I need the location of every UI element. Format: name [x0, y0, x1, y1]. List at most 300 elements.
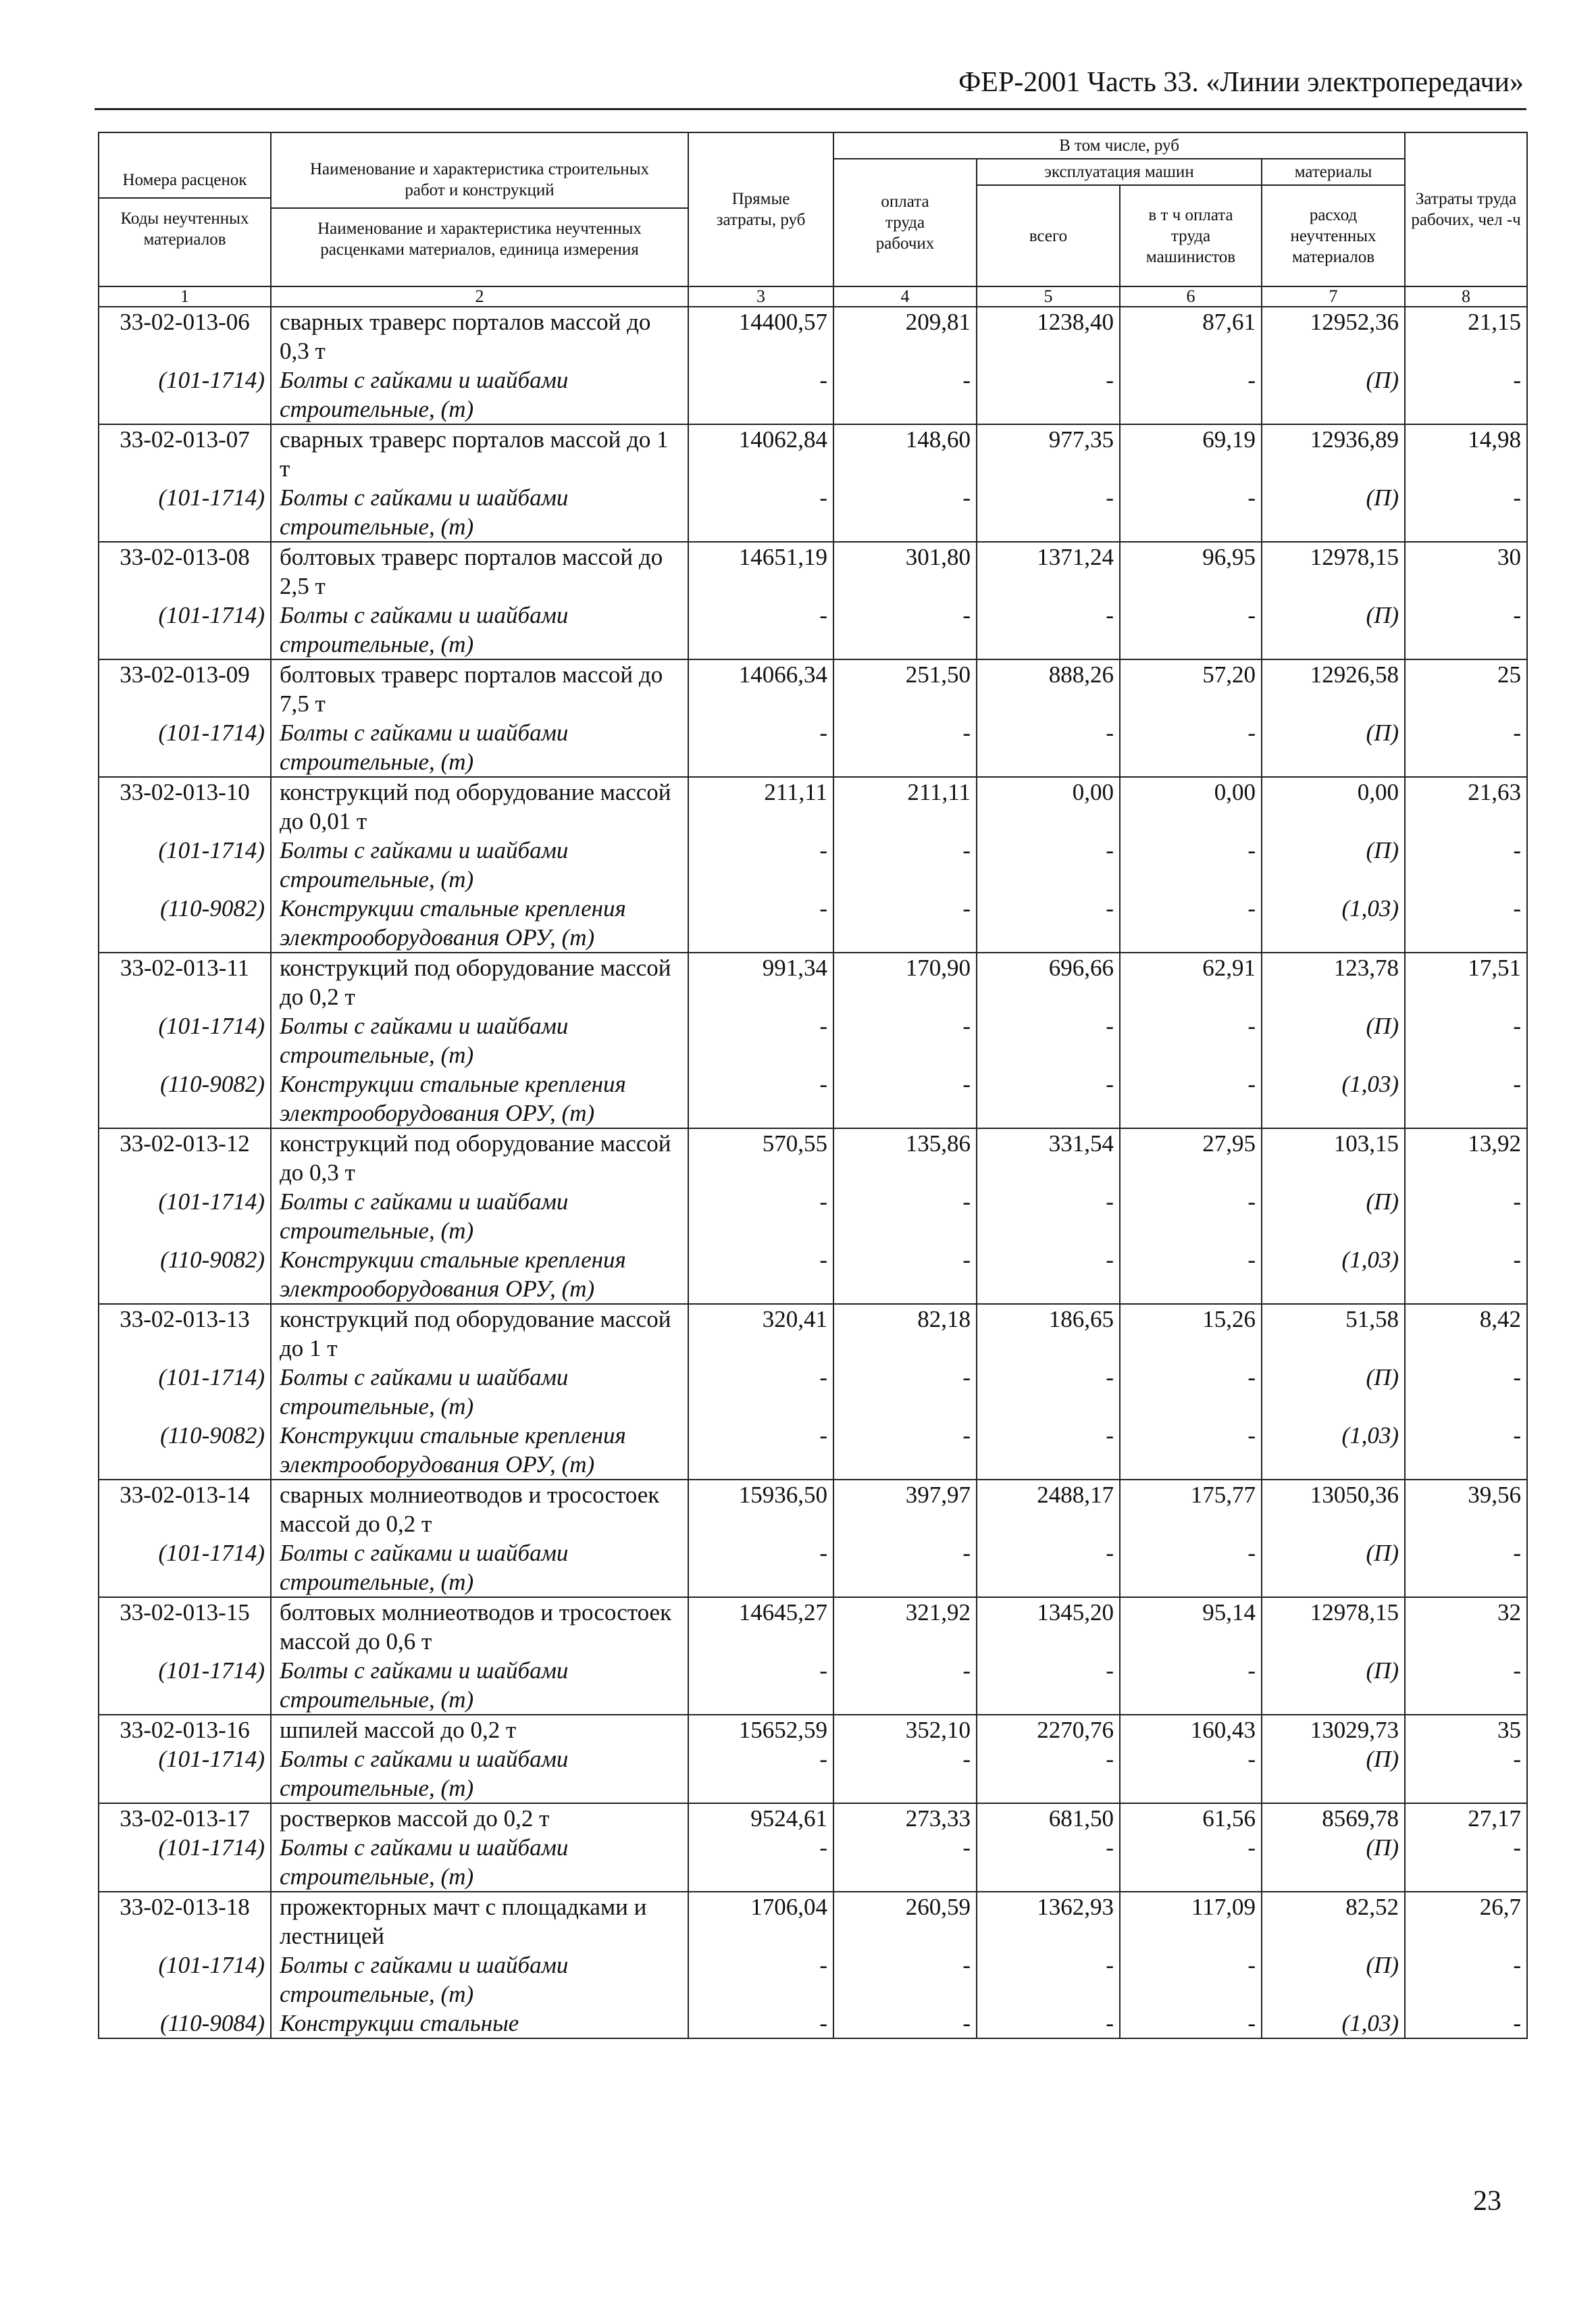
value-c3: 211,11 [688, 777, 833, 836]
table-row [99, 1304, 1527, 1363]
rate-code: 33-02-013-16 [99, 1715, 271, 1744]
table-row [99, 1715, 1527, 1744]
material-c7: (П) [1262, 1363, 1405, 1421]
material-c6: - [1120, 1538, 1262, 1597]
material-c7: (П) [1262, 483, 1405, 542]
page-header [95, 66, 1526, 110]
material-code: (101-1714) [99, 1833, 271, 1892]
material-c3: - [688, 601, 833, 659]
value-c3: 14651,19 [688, 542, 833, 601]
table-row [99, 1803, 1527, 1833]
table-row [99, 424, 1527, 483]
material-c5: - [977, 1070, 1120, 1128]
rate-code: 33-02-013-14 [99, 1480, 271, 1538]
material-code: (101-1714) [99, 483, 271, 542]
column-numbers-row [99, 286, 1527, 307]
material-name: Болты с гайками и шайбами строительные, (т) [271, 601, 688, 659]
rate-code: 33-02-013-07 [99, 424, 271, 483]
value-c7: 13029,73 [1262, 1715, 1405, 1744]
material-row [99, 1744, 1527, 1803]
rate-code: 33-02-013-13 [99, 1304, 271, 1363]
value-c3: 14645,27 [688, 1597, 833, 1656]
value-c6: 175,77 [1120, 1480, 1262, 1538]
page-number: 23 [1473, 2186, 1501, 2217]
material-c5: - [977, 483, 1120, 542]
material-row [99, 1656, 1527, 1715]
rate-code: 33-02-013-06 [99, 307, 271, 366]
value-c5: 186,65 [977, 1304, 1120, 1363]
value-c3: 570,55 [688, 1128, 833, 1187]
column-number: 8 [1405, 286, 1527, 307]
material-c8: - [1405, 2009, 1527, 2038]
value-c5: 1238,40 [977, 307, 1120, 366]
material-c5: - [977, 1187, 1120, 1245]
table-body [99, 307, 1527, 2038]
material-c4: - [833, 1744, 977, 1803]
value-c7: 51,58 [1262, 1304, 1405, 1363]
head-col2-top: Наименование и характеристика строительных работ и конструкций [272, 159, 688, 209]
value-c5: 696,66 [977, 953, 1120, 1011]
material-c5: - [977, 601, 1120, 659]
material-c7: (П) [1262, 601, 1405, 659]
work-name: сварных траверс порталов массой до 1 т [271, 424, 688, 483]
value-c6: 27,95 [1120, 1128, 1262, 1187]
material-c8: - [1405, 366, 1527, 424]
head-col3: Прямые затраты, руб [688, 132, 833, 286]
value-c4: 352,10 [833, 1715, 977, 1744]
value-c6: 160,43 [1120, 1715, 1262, 1744]
head-col6: в т ч оплата труда машинистов [1120, 185, 1262, 286]
value-c5: 1371,24 [977, 542, 1120, 601]
material-c3: - [688, 836, 833, 894]
material-name: Конструкции стальные крепления электрооборудования ОРУ, (т) [271, 1070, 688, 1128]
value-c7: 12936,89 [1262, 424, 1405, 483]
material-c3: - [688, 1187, 833, 1245]
material-code: (101-1714) [99, 1187, 271, 1245]
material-row [99, 2009, 1527, 2038]
material-code: (110-9082) [99, 894, 271, 953]
material-c6: - [1120, 366, 1262, 424]
material-c8: - [1405, 1744, 1527, 1803]
value-c3: 14400,57 [688, 307, 833, 366]
material-code: (101-1714) [99, 1011, 271, 1070]
material-c4: - [833, 366, 977, 424]
value-c4: 321,92 [833, 1597, 977, 1656]
head-col1-top: Номера расценок [99, 170, 270, 199]
material-c5: - [977, 1011, 1120, 1070]
material-c3: - [688, 1538, 833, 1597]
material-c3: - [688, 2009, 833, 2038]
column-number: 5 [977, 286, 1120, 307]
value-c3: 15936,50 [688, 1480, 833, 1538]
table-row [99, 307, 1527, 366]
material-c4: - [833, 1187, 977, 1245]
material-c5: - [977, 1245, 1120, 1304]
material-c8: - [1405, 601, 1527, 659]
material-c8: - [1405, 1011, 1527, 1070]
work-name: шпилей массой до 0,2 т [271, 1715, 688, 1744]
value-c3: 991,34 [688, 953, 833, 1011]
material-row [99, 366, 1527, 424]
material-c8: - [1405, 1421, 1527, 1480]
material-code: (101-1714) [99, 1363, 271, 1421]
material-c3: - [688, 1011, 833, 1070]
material-c3: - [688, 1245, 833, 1304]
value-c7: 103,15 [1262, 1128, 1405, 1187]
material-row [99, 1421, 1527, 1480]
material-c8: - [1405, 1070, 1527, 1128]
material-c8: - [1405, 718, 1527, 777]
table-row [99, 659, 1527, 718]
material-name: Болты с гайками и шайбами строительные, (т) [271, 718, 688, 777]
value-c4: 273,33 [833, 1803, 977, 1833]
value-c6: 95,14 [1120, 1597, 1262, 1656]
material-row [99, 601, 1527, 659]
value-c7: 82,52 [1262, 1892, 1405, 1951]
value-c4: 301,80 [833, 542, 977, 601]
material-row [99, 1070, 1527, 1128]
material-c4: - [833, 894, 977, 953]
material-c6: - [1120, 601, 1262, 659]
material-c8: - [1405, 483, 1527, 542]
table-row [99, 777, 1527, 836]
value-c8: 21,15 [1405, 307, 1527, 366]
value-c7: 0,00 [1262, 777, 1405, 836]
material-c4: - [833, 1011, 977, 1070]
work-name: конструкций под оборудование массой до 0,01 т [271, 777, 688, 836]
head-col4: оплата труда рабочих [833, 159, 977, 286]
material-c4: - [833, 2009, 977, 2038]
value-c8: 39,56 [1405, 1480, 1527, 1538]
value-c5: 0,00 [977, 777, 1120, 836]
value-c4: 170,90 [833, 953, 977, 1011]
material-c5: - [977, 1744, 1120, 1803]
material-c3: - [688, 1951, 833, 2009]
material-c4: - [833, 1951, 977, 2009]
material-c8: - [1405, 1951, 1527, 2009]
material-c8: - [1405, 1538, 1527, 1597]
value-c4: 260,59 [833, 1892, 977, 1951]
value-c3: 15652,59 [688, 1715, 833, 1744]
value-c3: 14066,34 [688, 659, 833, 718]
head-mach: эксплуатация машин [977, 159, 1262, 185]
material-c3: - [688, 1070, 833, 1128]
material-c4: - [833, 1421, 977, 1480]
material-name: Болты с гайками и шайбами строительные, (т) [271, 483, 688, 542]
value-c4: 397,97 [833, 1480, 977, 1538]
value-c4: 135,86 [833, 1128, 977, 1187]
work-name: болтовых траверс порталов массой до 7,5 т [271, 659, 688, 718]
material-c4: - [833, 1245, 977, 1304]
work-name: болтовых молниеотводов и тросостоек массой до 0,6 т [271, 1597, 688, 1656]
work-name: конструкций под оборудование массой до 1 т [271, 1304, 688, 1363]
value-c6: 57,20 [1120, 659, 1262, 718]
material-c6: - [1120, 1070, 1262, 1128]
material-name: Болты с гайками и шайбами строительные, (т) [271, 1187, 688, 1245]
material-code: (101-1714) [99, 366, 271, 424]
value-c3: 320,41 [688, 1304, 833, 1363]
material-name: Болты с гайками и шайбами строительные, (т) [271, 1011, 688, 1070]
material-code: (101-1714) [99, 1951, 271, 2009]
material-name: Болты с гайками и шайбами строительные, (т) [271, 366, 688, 424]
material-c7: (1,03) [1262, 2009, 1405, 2038]
value-c3: 1706,04 [688, 1892, 833, 1951]
material-c4: - [833, 1538, 977, 1597]
material-c3: - [688, 894, 833, 953]
column-number: 4 [833, 286, 977, 307]
material-c4: - [833, 1363, 977, 1421]
material-c6: - [1120, 483, 1262, 542]
value-c4: 211,11 [833, 777, 977, 836]
material-code: (110-9084) [99, 2009, 271, 2038]
work-name: сварных молниеотводов и тросостоек массой до 0,2 т [271, 1480, 688, 1538]
value-c8: 17,51 [1405, 953, 1527, 1011]
material-c6: - [1120, 718, 1262, 777]
material-code: (110-9082) [99, 1421, 271, 1480]
material-c4: - [833, 1656, 977, 1715]
material-c5: - [977, 1421, 1120, 1480]
head-incl: В том числе, руб [833, 132, 1405, 159]
material-name: Конструкции стальные крепления электрооборудования ОРУ, (т) [271, 1421, 688, 1480]
material-c4: - [833, 601, 977, 659]
material-c7: (П) [1262, 836, 1405, 894]
material-c5: - [977, 366, 1120, 424]
material-c7: (1,03) [1262, 1421, 1405, 1480]
head-col7: расход неучтенных материалов [1262, 185, 1405, 286]
material-code: (110-9082) [99, 1245, 271, 1304]
material-row [99, 1187, 1527, 1245]
material-row [99, 483, 1527, 542]
head-mat: материалы [1262, 159, 1405, 185]
material-row [99, 836, 1527, 894]
material-c7: (П) [1262, 1951, 1405, 2009]
value-c6: 96,95 [1120, 542, 1262, 601]
value-c4: 148,60 [833, 424, 977, 483]
material-c5: - [977, 1363, 1120, 1421]
value-c5: 681,50 [977, 1803, 1120, 1833]
rates-table [98, 132, 1528, 2039]
rate-code: 33-02-013-08 [99, 542, 271, 601]
material-c4: - [833, 1833, 977, 1892]
page-title: ФЕР-2001 Часть 33. «Линии электропередачи» [958, 67, 1524, 98]
value-c6: 87,61 [1120, 307, 1262, 366]
table-row [99, 953, 1527, 1011]
material-c5: - [977, 836, 1120, 894]
column-number: 1 [99, 286, 271, 307]
value-c3: 14062,84 [688, 424, 833, 483]
material-code: (110-9082) [99, 1070, 271, 1128]
material-name: Болты с гайками и шайбами строительные, (т) [271, 1656, 688, 1715]
head-col2 [271, 132, 688, 286]
value-c8: 14,98 [1405, 424, 1527, 483]
material-c5: - [977, 1833, 1120, 1892]
material-c4: - [833, 1070, 977, 1128]
value-c8: 27,17 [1405, 1803, 1527, 1833]
work-name: сварных траверс порталов массой до 0,3 т [271, 307, 688, 366]
value-c5: 2488,17 [977, 1480, 1120, 1538]
value-c6: 15,26 [1120, 1304, 1262, 1363]
value-c3: 9524,61 [688, 1803, 833, 1833]
value-c6: 0,00 [1120, 777, 1262, 836]
material-row [99, 1951, 1527, 2009]
material-c7: (1,03) [1262, 1245, 1405, 1304]
material-c3: - [688, 366, 833, 424]
material-code: (101-1714) [99, 1744, 271, 1803]
table-row [99, 1892, 1527, 1951]
material-c7: (П) [1262, 718, 1405, 777]
material-c8: - [1405, 1833, 1527, 1892]
table-row [99, 1128, 1527, 1187]
material-c6: - [1120, 1744, 1262, 1803]
head-col2-bottom: Наименование и характеристика неучтенных расценками материалов, единица измерения [317, 220, 642, 259]
material-c6: - [1120, 1363, 1262, 1421]
material-name: Конструкции стальные крепления электрооборудования ОРУ, (т) [271, 1245, 688, 1304]
material-c7: (П) [1262, 1744, 1405, 1803]
value-c4: 209,81 [833, 307, 977, 366]
value-c4: 82,18 [833, 1304, 977, 1363]
material-c3: - [688, 1833, 833, 1892]
material-c3: - [688, 483, 833, 542]
material-name: Болты с гайками и шайбами строительные, (т) [271, 1744, 688, 1803]
material-c5: - [977, 718, 1120, 777]
work-name: болтовых траверс порталов массой до 2,5 т [271, 542, 688, 601]
value-c7: 13050,36 [1262, 1480, 1405, 1538]
rate-code: 33-02-013-12 [99, 1128, 271, 1187]
material-c3: - [688, 1363, 833, 1421]
material-c6: - [1120, 1656, 1262, 1715]
material-c6: - [1120, 2009, 1262, 2038]
work-name: конструкций под оборудование массой до 0,3 т [271, 1128, 688, 1187]
rate-code: 33-02-013-11 [99, 953, 271, 1011]
value-c7: 12926,58 [1262, 659, 1405, 718]
material-c8: - [1405, 1245, 1527, 1304]
material-name: Конструкции стальные крепления электрооборудования ОРУ, (т) [271, 894, 688, 953]
value-c7: 12978,15 [1262, 542, 1405, 601]
value-c5: 2270,76 [977, 1715, 1120, 1744]
table-row [99, 1597, 1527, 1656]
work-name: ростверков массой до 0,2 т [271, 1803, 688, 1833]
rate-code: 33-02-013-18 [99, 1892, 271, 1951]
material-c3: - [688, 1744, 833, 1803]
material-name: Болты с гайками и шайбами строительные, (т) [271, 1833, 688, 1892]
table-row [99, 1480, 1527, 1538]
work-name: прожекторных мачт с площадками и лестницей [271, 1892, 688, 1951]
material-row [99, 1245, 1527, 1304]
material-row [99, 718, 1527, 777]
rate-code: 33-02-013-15 [99, 1597, 271, 1656]
rate-code: 33-02-013-10 [99, 777, 271, 836]
value-c7: 12978,15 [1262, 1597, 1405, 1656]
material-c6: - [1120, 1833, 1262, 1892]
material-c6: - [1120, 894, 1262, 953]
material-code: (101-1714) [99, 1538, 271, 1597]
material-c7: (П) [1262, 1656, 1405, 1715]
material-c6: - [1120, 1421, 1262, 1480]
head-col5: всего [977, 185, 1120, 286]
material-c5: - [977, 2009, 1120, 2038]
work-name: конструкций под оборудование массой до 0,2 т [271, 953, 688, 1011]
material-c3: - [688, 1656, 833, 1715]
material-name: Болты с гайками и шайбами строительные, (т) [271, 836, 688, 894]
material-code: (101-1714) [99, 1656, 271, 1715]
head-col1 [99, 132, 271, 286]
column-number: 6 [1120, 286, 1262, 307]
material-c5: - [977, 1951, 1120, 2009]
material-c8: - [1405, 1187, 1527, 1245]
material-c3: - [688, 718, 833, 777]
value-c6: 61,56 [1120, 1803, 1262, 1833]
material-code: (101-1714) [99, 718, 271, 777]
value-c5: 1345,20 [977, 1597, 1120, 1656]
material-c7: (П) [1262, 1187, 1405, 1245]
value-c8: 25 [1405, 659, 1527, 718]
value-c6: 69,19 [1120, 424, 1262, 483]
material-c4: - [833, 718, 977, 777]
material-c7: (1,03) [1262, 1070, 1405, 1128]
material-code: (101-1714) [99, 601, 271, 659]
table-row [99, 542, 1527, 601]
material-c8: - [1405, 1363, 1527, 1421]
value-c7: 8569,78 [1262, 1803, 1405, 1833]
column-number: 2 [271, 286, 688, 307]
material-name: Конструкции стальные [271, 2009, 688, 2038]
material-row [99, 1363, 1527, 1421]
material-c8: - [1405, 894, 1527, 953]
value-c8: 26,7 [1405, 1892, 1527, 1951]
rate-code: 33-02-013-17 [99, 1803, 271, 1833]
head-col8: Затраты труда рабочих, чел -ч [1405, 132, 1527, 286]
value-c4: 251,50 [833, 659, 977, 718]
value-c8: 13,92 [1405, 1128, 1527, 1187]
material-row [99, 1833, 1527, 1892]
table-head [99, 132, 1527, 307]
value-c8: 21,63 [1405, 777, 1527, 836]
material-c6: - [1120, 836, 1262, 894]
material-c6: - [1120, 1245, 1262, 1304]
material-c6: - [1120, 1951, 1262, 2009]
material-code: (101-1714) [99, 836, 271, 894]
head-col1-bottom: Коды неучтенных материалов [120, 209, 249, 249]
value-c8: 30 [1405, 542, 1527, 601]
value-c7: 12952,36 [1262, 307, 1405, 366]
material-c7: (П) [1262, 1538, 1405, 1597]
value-c5: 888,26 [977, 659, 1120, 718]
material-c5: - [977, 1656, 1120, 1715]
material-c5: - [977, 1538, 1120, 1597]
rate-code: 33-02-013-09 [99, 659, 271, 718]
column-number: 3 [688, 286, 833, 307]
value-c8: 32 [1405, 1597, 1527, 1656]
material-c8: - [1405, 836, 1527, 894]
material-row [99, 1011, 1527, 1070]
value-c5: 1362,93 [977, 1892, 1120, 1951]
material-c7: (П) [1262, 1011, 1405, 1070]
value-c8: 35 [1405, 1715, 1527, 1744]
material-c6: - [1120, 1187, 1262, 1245]
material-c8: - [1405, 1656, 1527, 1715]
material-c5: - [977, 894, 1120, 953]
material-c7: (П) [1262, 1833, 1405, 1892]
column-number: 7 [1262, 286, 1405, 307]
material-c4: - [833, 483, 977, 542]
value-c7: 123,78 [1262, 953, 1405, 1011]
value-c6: 117,09 [1120, 1892, 1262, 1951]
material-row [99, 894, 1527, 953]
value-c8: 8,42 [1405, 1304, 1527, 1363]
material-row [99, 1538, 1527, 1597]
material-c4: - [833, 836, 977, 894]
material-c6: - [1120, 1011, 1262, 1070]
